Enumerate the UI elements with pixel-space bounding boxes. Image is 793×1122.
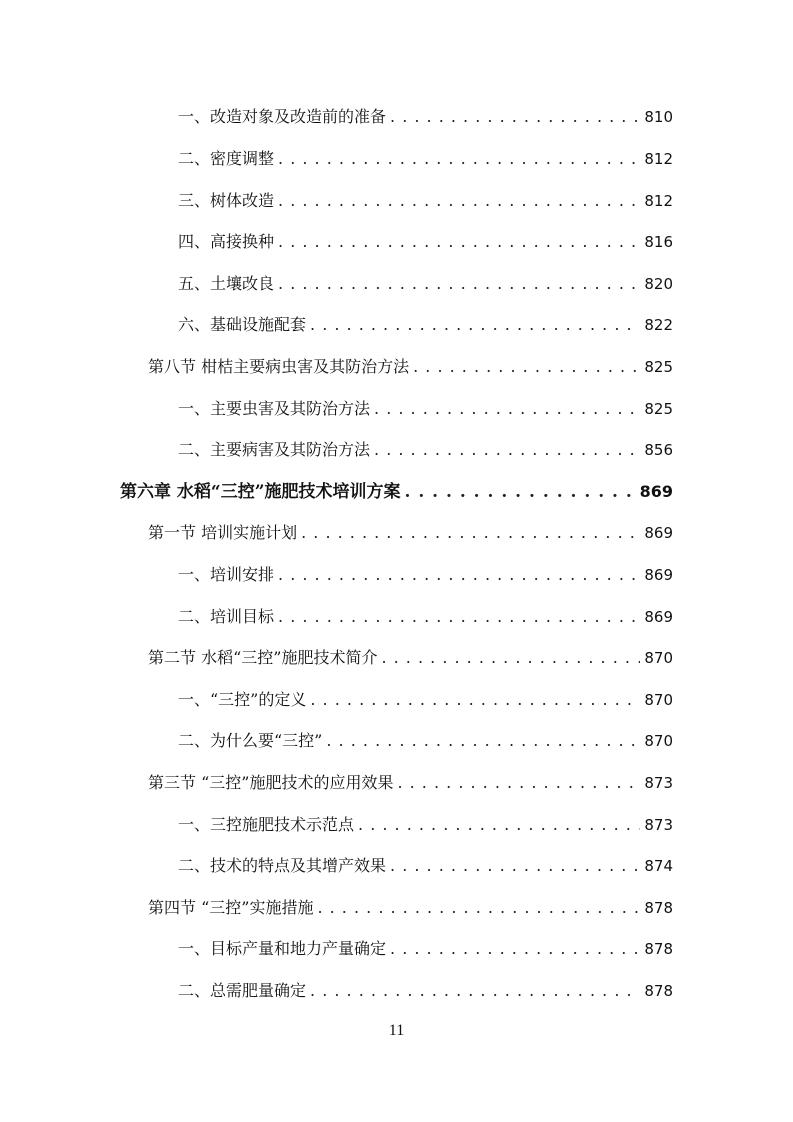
toc-entry-page: 812 [644,150,673,168]
toc-entry[interactable] [178,687,673,713]
toc-entry-page: 878 [644,982,673,1000]
toc-entry-page: 870 [644,732,673,750]
toc-entry-page: 869 [639,482,673,501]
toc-entry-page: 820 [644,275,673,293]
toc-entry-page: 878 [644,940,673,958]
toc-entry[interactable] [178,936,673,962]
toc-entry-page: 869 [644,566,673,584]
toc-entry-label: 二、培训目标 [178,607,275,626]
toc-entry-page: 825 [644,400,673,418]
toc-entry-page: 869 [644,608,673,626]
dot-leader [278,188,640,214]
toc-entry-label: 三、树体改造 [178,191,275,210]
dot-leader [310,312,640,338]
dot-leader [390,936,640,962]
toc-entry-label: 一、主要虫害及其防治方法 [178,399,371,418]
toc-entry-label: 二、总需肥量确定 [178,981,307,1000]
toc-entry-label: 二、主要病害及其防治方法 [178,440,371,459]
toc-entry[interactable] [178,853,673,879]
toc-entry-label: 第八节 柑桔主要病虫害及其防治方法 [148,357,410,376]
toc-entry[interactable] [178,396,673,422]
dot-leader [310,687,640,713]
toc-entry-page: 870 [644,691,673,709]
toc-entry-page: 873 [644,816,673,834]
toc-entry[interactable] [178,562,673,588]
toc-entry-label: 一、改造对象及改造前的准备 [178,107,387,126]
toc-entry-page: 810 [644,108,673,126]
toc-entry-page: 874 [644,857,673,875]
toc-entry[interactable] [178,146,673,172]
toc-entry[interactable] [178,104,673,130]
toc-entry-label: 四、高接换种 [178,232,275,251]
toc-section-entry[interactable] [148,354,673,380]
dot-leader [413,354,640,380]
dot-leader [326,728,640,754]
toc-entry-label: 第六章 水稻“三控”施肥技术培训方案 [120,482,401,502]
toc-chapter-entry[interactable] [120,479,673,505]
toc-entry[interactable] [178,188,673,214]
toc-entry[interactable] [178,812,673,838]
toc-entry-page: 878 [644,899,673,917]
toc-entry-label: 五、土壤改良 [178,274,275,293]
toc-entry-page: 869 [644,524,673,542]
dot-leader [404,479,635,505]
dot-leader [310,978,640,1004]
toc-entry-label: 第一节 培训实施计划 [148,523,298,542]
dot-leader [390,104,640,130]
toc-entry-label: 一、培训安排 [178,565,275,584]
toc-entry-label: 六、基础设施配套 [178,315,307,334]
toc-entry-label: 二、密度调整 [178,149,275,168]
toc-entry[interactable] [178,312,673,338]
dot-leader [278,146,640,172]
toc-entry-label: 第二节 水稻“三控”施肥技术简介 [148,648,378,667]
toc-entry-label: 第四节 “三控”实施措施 [148,898,314,917]
toc-entry[interactable] [178,271,673,297]
dot-leader [358,812,640,838]
toc-entry-label: 一、三控施肥技术示范点 [178,815,355,834]
dot-leader [374,396,640,422]
toc-entry-label: 一、“三控”的定义 [178,690,307,709]
dot-leader [278,562,640,588]
toc-entry-page: 873 [644,774,673,792]
toc-entry[interactable] [178,229,673,255]
toc-entry-page: 825 [644,358,673,376]
dot-leader [397,770,640,796]
dot-leader [278,271,640,297]
toc-entry-label: 第三节 “三控”施肥技术的应用效果 [148,773,394,792]
dot-leader [278,604,640,630]
toc-entry[interactable] [178,978,673,1004]
toc-entry-label: 二、技术的特点及其增产效果 [178,856,387,875]
toc-entry-page: 822 [644,316,673,334]
toc-section-entry[interactable] [148,770,673,796]
toc-entry-page: 870 [644,649,673,667]
dot-leader [278,229,640,255]
toc-entry-page: 816 [644,233,673,251]
toc-entry[interactable] [178,604,673,630]
toc-entry[interactable] [178,728,673,754]
dot-leader [390,853,640,879]
toc-section-entry[interactable] [148,895,673,921]
dot-leader [381,645,640,671]
toc-entry-page: 856 [644,441,673,459]
toc-entry-label: 二、为什么要“三控” [178,731,323,750]
toc-section-entry[interactable] [148,645,673,671]
toc-entry[interactable] [178,437,673,463]
toc-entry-page: 812 [644,192,673,210]
toc-section-entry[interactable] [148,520,673,546]
dot-leader [374,437,640,463]
toc-entry-label: 一、目标产量和地力产量确定 [178,939,387,958]
dot-leader [317,895,640,921]
page-number: 11 [388,1022,405,1039]
dot-leader [301,520,640,546]
